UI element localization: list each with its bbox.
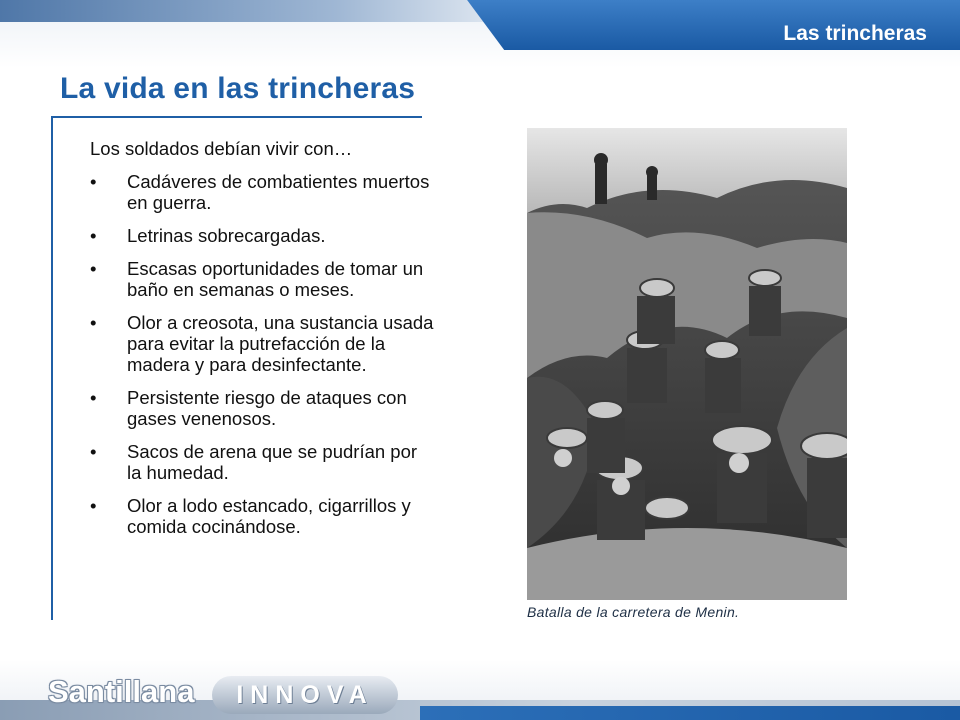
bullet-icon: • xyxy=(90,171,97,192)
list-item-text: Escasas oportunidades de tomar un baño en semanas o meses. xyxy=(127,258,424,300)
list-item xyxy=(90,225,435,246)
list-item-text: Olor a lodo estancado, cigarrillos y comida cocinándose. xyxy=(127,495,411,537)
page-title: La vida en las trincheras xyxy=(60,72,416,105)
bullet-icon: • xyxy=(90,225,97,246)
product-logo-text: INNOVA xyxy=(236,681,374,709)
list-item xyxy=(90,312,435,375)
intro-text: Los soldados debían vivir con… xyxy=(90,138,353,159)
trench-photo xyxy=(527,128,847,600)
bullet-icon: • xyxy=(90,258,97,279)
list-item-text: Olor a creosota, una sustancia usada para evitar la putrefacción de la madera y para desinfectante. xyxy=(127,312,434,375)
bullet-icon: • xyxy=(90,312,97,333)
left-vertical-rule xyxy=(51,116,53,620)
list-item-text: Cadáveres de combatientes muertos en guerra. xyxy=(127,171,430,213)
list-item xyxy=(90,387,435,429)
footer-accent-bar xyxy=(420,706,960,720)
bullet-icon: • xyxy=(90,495,97,516)
list-item-text: Sacos de arena que se pudrían por la humedad. xyxy=(127,441,418,483)
bullet-icon: • xyxy=(90,441,97,462)
list-item xyxy=(90,441,435,483)
brand-logo-text: Santillana xyxy=(48,674,195,709)
list-item xyxy=(90,258,435,300)
section-title: Las trincheras xyxy=(783,22,927,45)
list-item xyxy=(90,495,435,537)
bullet-icon: • xyxy=(90,387,97,408)
photo-caption: Batalla de la carretera de Menin. xyxy=(527,604,740,620)
title-underline xyxy=(52,116,422,118)
list-item-text: Persistente riesgo de ataques con gases venenosos. xyxy=(127,387,407,429)
list-item-text: Letrinas sobrecargadas. xyxy=(127,225,326,246)
product-logo-badge xyxy=(212,676,398,714)
bullet-list xyxy=(90,171,435,537)
trench-photo-illustration xyxy=(527,128,847,600)
list-item xyxy=(90,171,435,213)
slide-content xyxy=(90,138,435,549)
